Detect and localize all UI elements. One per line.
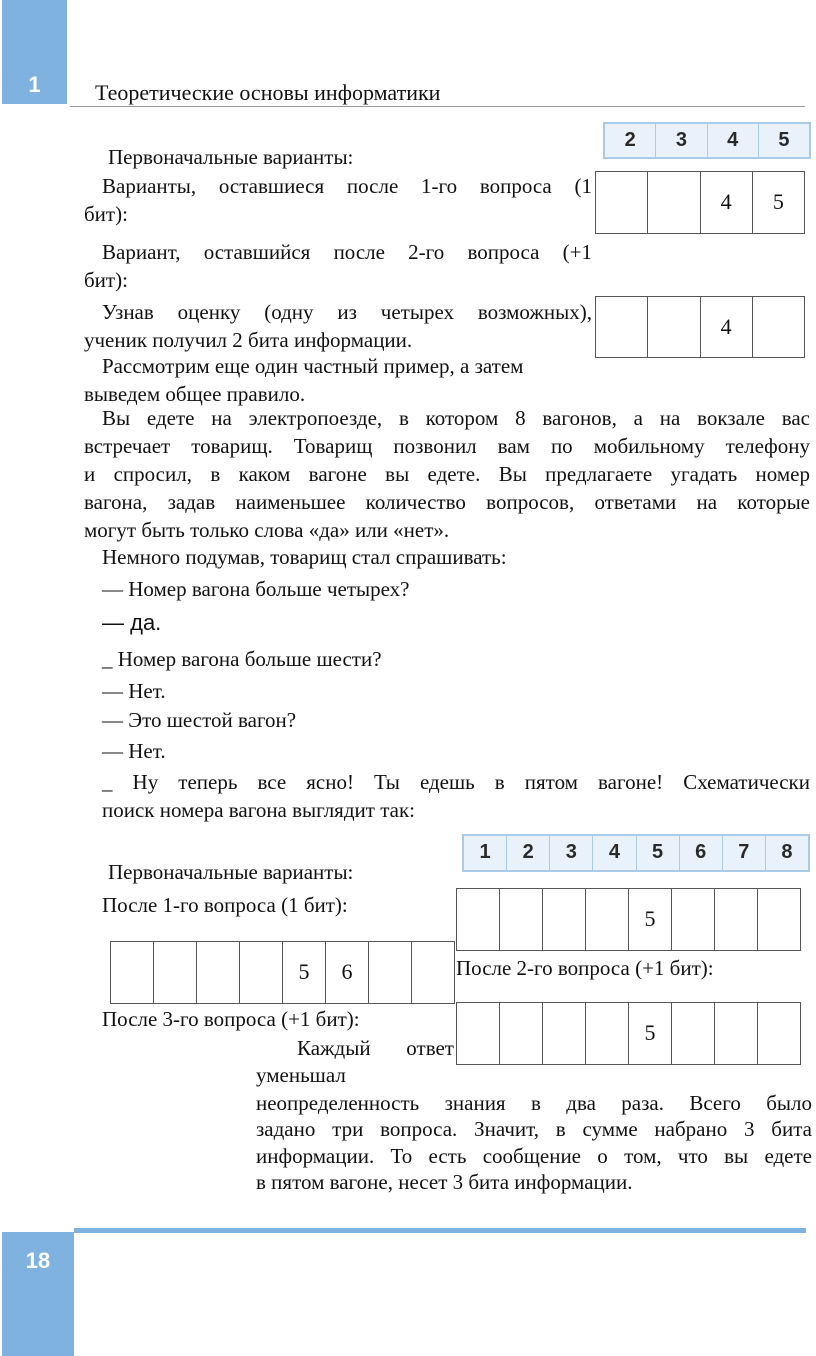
grid-cell [671, 889, 714, 950]
grid-cell [714, 1003, 757, 1064]
grid-cell [457, 1003, 499, 1064]
options-after-q2-grid [595, 296, 805, 358]
dialogue-line: _ Ну теперь все ясно! Ты едешь в пятом вагоне! Схематически [102, 770, 810, 794]
dialogue-line: — Это шестой вагон? [102, 708, 297, 732]
grid-cell: 4 [700, 172, 752, 233]
grid-cell [671, 1003, 714, 1064]
text-line: ученик получил 2 бита информации. [84, 328, 413, 352]
text-line: неопределенность знания в два раза. Всего было [256, 1091, 812, 1115]
text-line: Рассмотрим еще один частный пример, а затем [102, 354, 524, 378]
grid-cell [239, 942, 282, 1003]
strip-cell: 8 [765, 836, 808, 870]
text-line: и спросил, в каком вагоне вы едете. Вы предлагаете угадать номер [84, 462, 810, 486]
grid-cell [714, 889, 757, 950]
grid-cell [457, 889, 499, 950]
grid-cell: 5 [628, 1003, 671, 1064]
grid-cell: 5 [628, 889, 671, 950]
grid-cell: 5 [282, 942, 325, 1003]
text-line: Узнав оценку (одну из четырех возможных), [102, 300, 592, 324]
strip-cell: 2 [506, 836, 549, 870]
grid-cell [111, 942, 153, 1003]
grid-cell [196, 942, 239, 1003]
wagons-grid-left [110, 941, 455, 1004]
grid-cell [368, 942, 411, 1003]
text-line: вагона, задав наименьшее количество вопросов, ответами на которые [84, 490, 810, 514]
grid-cell [757, 889, 800, 950]
text-line: Первоначальные варианты: [108, 860, 354, 884]
strip-cell: 4 [707, 124, 758, 157]
text-line: После 2-го вопроса (+1 бит): [456, 956, 714, 980]
text-line: Варианты, оставшиеся после 1-го вопроса (1 [102, 174, 592, 198]
grid-cell [647, 172, 699, 233]
grid-cell [411, 942, 454, 1003]
text-line: Каждый ответ [297, 1036, 454, 1060]
options-after-q1-grid [595, 171, 805, 234]
strip-cell: 7 [722, 836, 765, 870]
grid-cell: 5 [752, 172, 804, 233]
page-number-tab [2, 1232, 74, 1356]
grid-cell [596, 297, 647, 357]
strip-cell: 3 [655, 124, 706, 157]
dialogue-line: поиск номера вагона выглядит так: [102, 798, 415, 822]
text-line: После 3-го вопроса (+1 бит): [102, 1007, 360, 1031]
wagons-grid-bottom [456, 1002, 801, 1065]
strip-cell: 4 [592, 836, 635, 870]
dialogue-line: — Номер вагона больше четырех? [102, 577, 410, 601]
strip-cell: 5 [758, 124, 809, 157]
strip-cell: 3 [549, 836, 592, 870]
grid-cell [585, 889, 628, 950]
text-line: Вы едете на электропоезде, в котором 8 вагонов, а на вокзале вас [102, 406, 810, 430]
strip-cell: 6 [679, 836, 722, 870]
grid-cell [499, 889, 542, 950]
dialogue-line: — Нет. [102, 739, 166, 763]
grid-cell [499, 1003, 542, 1064]
page-number: 18 [25, 1248, 51, 1273]
grid-cell [757, 1003, 800, 1064]
text-line: После 1-го вопроса (1 бит): [102, 893, 348, 917]
grid-cell [647, 297, 699, 357]
strip-cell: 5 [636, 836, 679, 870]
text-line: бит): [84, 202, 128, 226]
grid-cell [585, 1003, 628, 1064]
text-line: задано три вопроса. Значит, в сумме набрано 3 бита [256, 1117, 812, 1141]
text-line: бит): [84, 268, 128, 292]
text-line: Вариант, оставшийся после 2-го вопроса (+1 [102, 240, 592, 264]
grid-cell [542, 889, 585, 950]
strip-cell: 1 [479, 841, 491, 863]
text-line: Первоначальные варианты: [108, 145, 354, 169]
grid-cell [542, 1003, 585, 1064]
footer-divider [74, 1228, 806, 1233]
grid-cell [596, 172, 647, 233]
text-line: могут быть только слова «да» или «нет». [84, 518, 450, 542]
wagons-strip [462, 834, 810, 872]
chapter-number: 1 [28, 72, 41, 97]
initial-options-strip [603, 122, 811, 159]
grid-cell: 4 [700, 297, 752, 357]
chapter-title: Теоретические основы информатики [95, 80, 441, 105]
dialogue-line: — да. [102, 610, 162, 635]
text-line: информации. То есть сообщение о том, что вы едете [256, 1144, 812, 1168]
header-divider [70, 106, 805, 107]
grid-cell: 6 [325, 942, 368, 1003]
dialogue-line: _ Номер вагона больше шести? [102, 647, 382, 671]
text-line: Немного подумав, товарищ стал спрашивать: [102, 545, 507, 569]
text-line: встречает товарищ. Товарищ позвонил вам по мобильному телефону [84, 434, 810, 458]
chapter-tab [2, 0, 67, 104]
text-line: уменьшал [256, 1063, 346, 1087]
grid-cell [752, 297, 804, 357]
strip-cell: 2 [624, 129, 636, 151]
wagons-grid-top [456, 888, 801, 951]
text-line: в пятом вагоне, несет 3 бита информации. [256, 1170, 633, 1194]
grid-cell [153, 942, 196, 1003]
dialogue-line: — Нет. [102, 679, 166, 703]
text-line: выведем общее правило. [84, 382, 306, 406]
